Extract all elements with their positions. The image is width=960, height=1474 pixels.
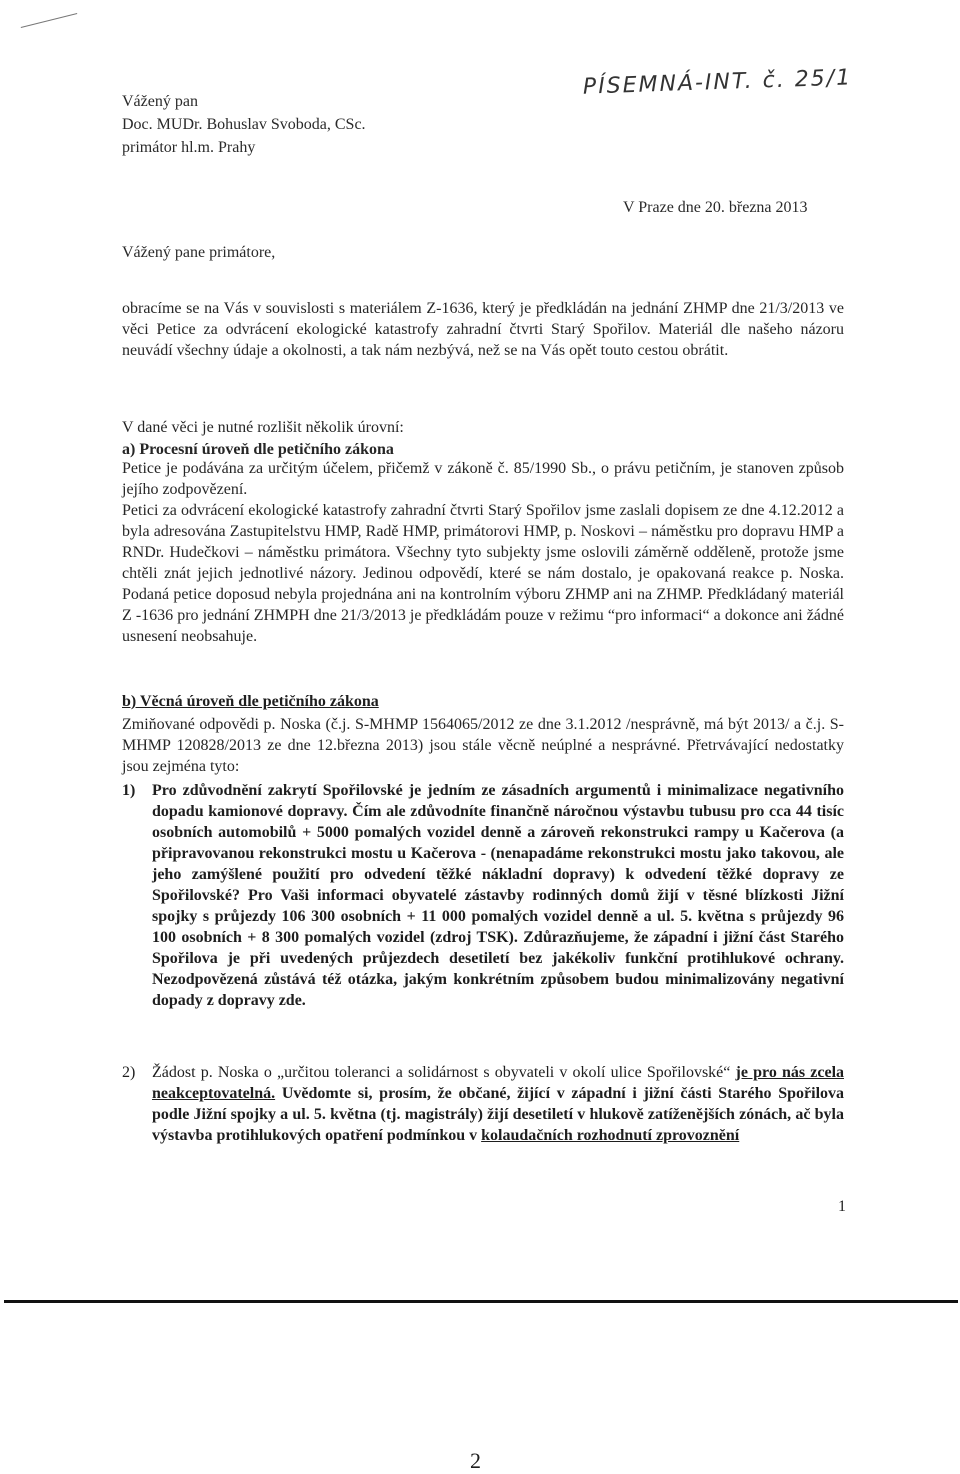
paragraph-responses: Zmiňované odpovědi p. Noska (č.j. S-MHMP 1564065/2012 ze dne 3.1.2012 /nesprávně, má být 2013/ a č.j. S-MHMP 120828/2013 ze dne 12.března 2013) jsou stále věcně neúplné a nesprávné. Přetrvávající nedostatky jsou zejména tyto:: [122, 716, 844, 775]
list-item-text-part: Žádost p. Noska o „určitou toleranci a solidárnost s obyvateli v okolí ulice Spořilovské“: [152, 1064, 731, 1081]
footer-page-number: 2: [470, 1448, 481, 1473]
page-number: 1: [838, 1198, 846, 1215]
list-item-text-underlined: je pro nás zcela neakceptovatelná.: [152, 1064, 845, 1102]
addressee-line: Doc. MUDr. Bohuslav Svoboda, CSc.: [122, 116, 366, 133]
list-item-text: Pro zdůvodnění zakrytí Spořilovské je jedním ze zásadních argumentů i minimalizace negativního dopadu kamionové dopravy. Čím ale zdůvodníte finančně náročnou výstavbu tubusu pro cca 44 tisíc osobních automobilů + 5000 pomalých vozidel denně a zároveň rekonstrukci rampy u Kačerova (a připravovanou rekonstrukci mostu u Kačerova - (nenapadáme rekonstrukci mostu jako takovou, ale jeho zamýšlené použití pro odvedení těžké nákladní dopravy) k odvedení těžké dopravy ze Spořilovské? Pro Vaši informaci obyvatelé zástavby rodinných domů žijí v těsné blízkosti Jižní spojky s průjezdy 106 300 osobních + 11 000 pomalých vozidel denně a ul. 5. května s průjezdy 96 100 osobních + 8 300 pomalých vozidel (zdroj TSK). Zdůrazňujeme, že západní i jižní část Starého Spořilova je při uvedených průjezdech desetiletí bez jakékoliv funkční protihlukové ochrany. Nezodpovězená zůstává též otázka, jakým konkrétním způsobem budou minimalizovány negativní dopady z dopravy zde.: [152, 782, 844, 1009]
addressee-block: [122, 90, 366, 159]
paragraph-levels: V dané věci je nutné rozlišit několik úrovní:: [122, 419, 404, 436]
paragraph-petition-history: Petici za odvrácení ekologické katastrofy zahradní čtvrti Starý Spořilov jsme zaslali dopisem ze dne 4.12.2012 a byla adresována Zastupitelstvu HMP, Radě HMP, primátorovi HMP, p. Noskovi – náměstku pro dopravu HMP a RNDr. Hudečkovi – náměstku primátora. Všechny tyto subjekty jsme oslovili záměrně odděleně, protože jsme chtěli znát jejich jednotlivé názory. Jedinou odpovědí, které se nám dostalo, je opakovaná reakce p. Noska. Podaná petice doposud nebyla projednána ani na kontrolním výboru ZHMP ani na ZHMP. Předkládaný materiál Z -1636 pro jednání ZHMPH dne 21/3/2013 je předkládám pouze v režimu “pro informaci“ a dokonce ani žádné usnesení neobsahuje.: [122, 502, 844, 645]
salutation: Vážený pane primátore,: [122, 244, 276, 261]
heading-substantive-level: b) Věcná úroveň dle petičního zákona: [122, 693, 379, 710]
addressee-line: Vážený pan: [122, 93, 198, 110]
addressee-line: primátor hl.m. Prahy: [122, 139, 256, 156]
paragraph-petition-law: Petice je podávána za určitým účelem, přičemž v zákoně č. 85/1990 Sb., o právu petičním, je stanoven způsob jejího zodpovězení.: [122, 460, 844, 498]
heading-procedural-level: a) Procesní úroveň dle petičního zákona: [122, 441, 394, 458]
list-number: 2): [122, 1064, 136, 1081]
list-item: [122, 780, 844, 1011]
page-divider: [4, 1300, 958, 1303]
list-number: 1): [122, 782, 136, 799]
list-item-text-part: Uvědomte si, prosím, že občané, žijící v západní i jižní části Starého Spořilova podle Jižní spojky a ul. 5. května (tj. magistrály) žijí desetiletí v hlukově zatíženějších zónách, ač byla výstavba protihlukových opatření podmínkou v: [152, 1085, 845, 1144]
list-item-text-underlined: kolaudačních rozhodnutí zprovoznění: [481, 1127, 740, 1144]
list-item: [122, 1062, 845, 1146]
letter-date: V Praze dne 20. března 2013: [623, 199, 808, 216]
handwritten-reference: PÍSEMNÁ-INT. č. 25/1: [582, 65, 853, 100]
scan-mark: [21, 13, 78, 28]
paragraph-intro: obracíme se na Vás v souvislosti s materiálem Z-1636, který je předkládán na jednání ZHMP dne 21/3/2013 ve věci Petice za odvrácení ekologické katastrofy zahradní čtvrti Starý Spořilov. Materiál dle našeho názoru neuvádí všechny údaje a okolnosti, a tak nám nezbývá, než se na Vás opět touto cestou obrátit.: [122, 300, 844, 359]
